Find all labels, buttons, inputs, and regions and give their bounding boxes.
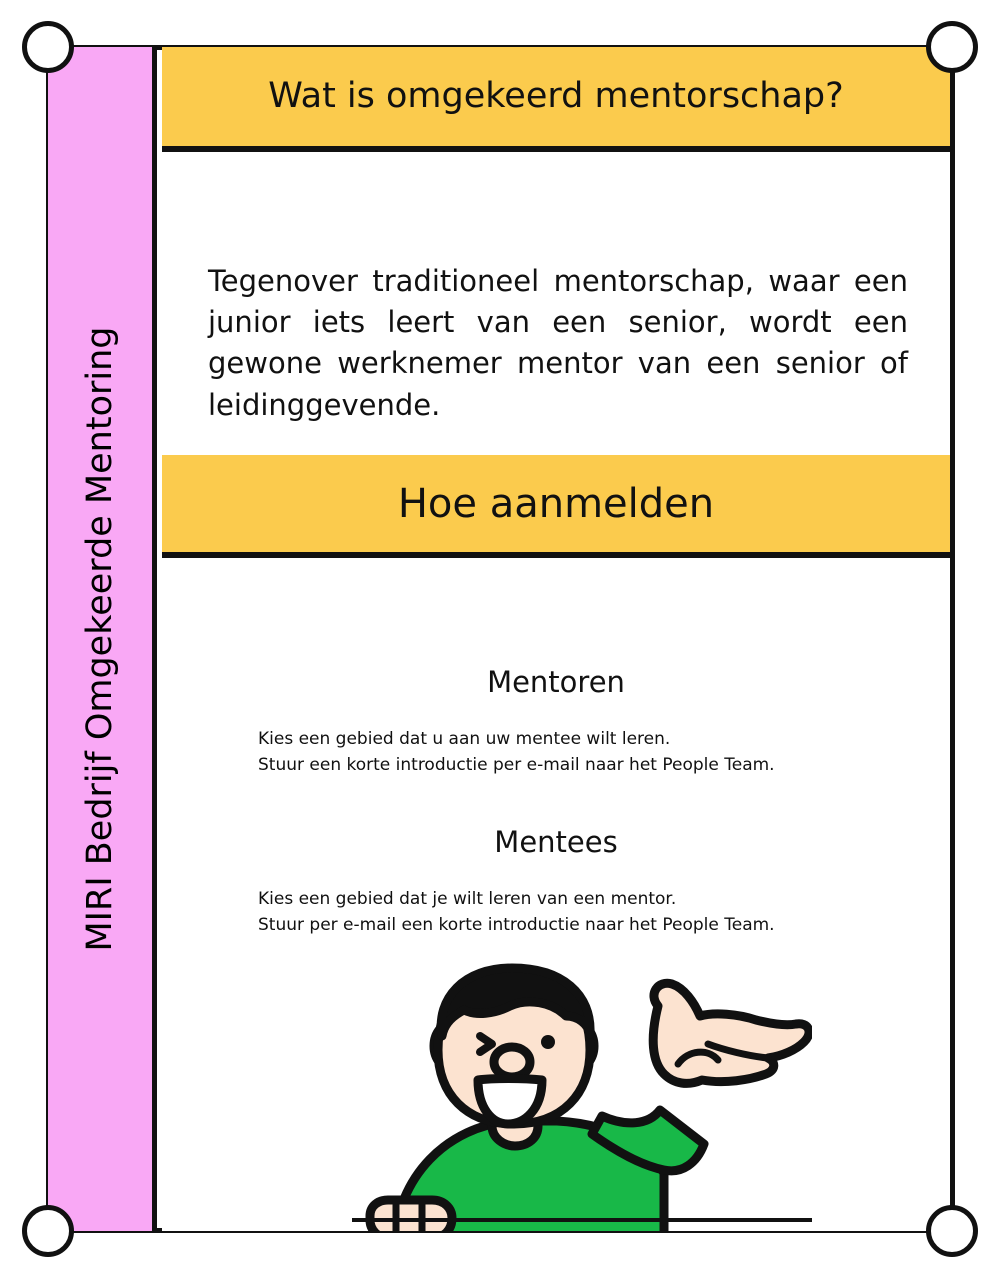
corner-circle-top-right [926, 21, 978, 73]
frame-right-edge [950, 45, 955, 1233]
section-heading-what-is [162, 47, 950, 152]
section-heading-what-is-label: Wat is omgekeerd mentorschap? [268, 76, 844, 117]
mentees-instruction-line-1: Kies een gebied dat je wilt leren van een mentor. [258, 889, 677, 909]
intro-paragraph: Tegenover traditioneel mentorschap, waar een junior iets leert van een senior, wordt een gewone werknemer mentor van een senior of leidinggevende. [208, 264, 908, 422]
section-heading-how-to-apply-label: Hoe aanmelden [397, 480, 715, 527]
nose [494, 1047, 530, 1077]
corner-circle-bottom-right [926, 1205, 978, 1257]
mentoren-instructions [258, 726, 898, 779]
content-column [162, 47, 950, 1231]
mentees-instructions [258, 886, 898, 939]
corner-circle-top-left [22, 21, 74, 73]
hand-open-palm [653, 983, 809, 1083]
mentoren-instruction-line-1: Kies een gebied dat u aan uw mentee wilt leren. [258, 729, 671, 749]
corner-circle-bottom-left [22, 1205, 74, 1257]
section-body-what-is [162, 152, 950, 455]
mentees-instruction-line-2: Stuur per e-mail een korte introductie naar het People Team. [258, 915, 775, 936]
fist [370, 1200, 452, 1231]
subheading-mentees: Mentees [494, 825, 618, 859]
subheading-mentoren: Mentoren [487, 665, 625, 699]
section-heading-how-to-apply [162, 455, 950, 558]
waving-boy-illustration [352, 958, 812, 1231]
sidebar-title: MIRI Bedrijf Omgekeerde Mentoring [80, 326, 120, 952]
mentoren-instruction-line-2: Stuur een korte introductie per e-mail naar het People Team. [258, 755, 775, 776]
mouth [478, 1079, 542, 1125]
eye-right [541, 1035, 555, 1049]
sidebar-banner [48, 47, 157, 1231]
section-body-how-to-apply [162, 558, 950, 1231]
